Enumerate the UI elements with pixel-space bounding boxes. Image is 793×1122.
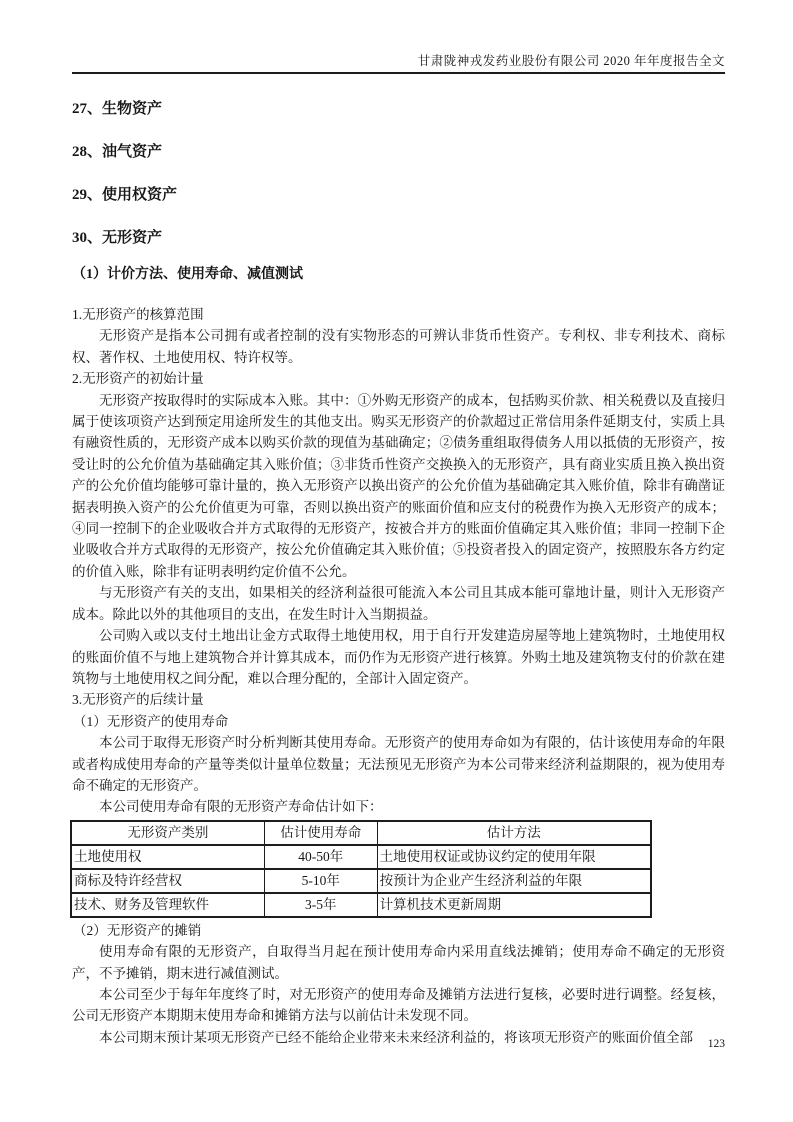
table-header-row (71, 821, 651, 845)
paragraph-useful-life: 本公司于取得无形资产时分析判断其使用寿命。无形资产的使用寿命如为有限的，估计该使用寿命的年限或者构成使用寿命的产量等类似计量单位数量；无法预见无形资产为本公司带来经济利益期限的，视为使用寿命不确定的无形资产。 (72, 735, 725, 793)
table-cell-estimate-method: 计算机技术更新周期 (377, 893, 651, 917)
table-row (71, 893, 651, 917)
paragraph-initial-measurement: 无形资产按取得时的实际成本入账。其中：①外购无形资产的成本，包括购买价款、相关税费以及直接归属于使该项资产达到预定用途所发生的其他支出。购买无形资产的价款超过正常信用条件延期支付，实质上具有融资性质的，无形资产成本以购买价款的现值为基础确定；②债务重组取得债务人用以抵债的无形资产，按受让时的公允价值为基础确定其入账价值；③非货币性资产交换换入的无形资产，具有商业实质且换入换出资产的公允价值均能够可靠计量的，换入无形资产以换出资产的公允价值为基础确定其入账价值，除非有确凿证据表明换入资产的公允价值更为可靠，否则以换出资产的账面价值和应支付的税费作为换入无形资产的成本；④同一控制下的企业吸收合并方式取得的无形资产，按被合并方的账面价值确定其入账价值；非同一控制下企业吸收合并方式取得的无形资产，按公允价值确定其入账价值；⑤投资者投入的固定资产，按照股东各方约定的价值入账，除非有证明表明约定价值不公允。 (72, 392, 725, 579)
paragraph-scope: 无形资产是指本公司拥有或者控制的没有实物形态的可辨认非货币性资产。专利权、非专利技术、商标权、著作权、土地使用权、特许权等。 (72, 328, 725, 365)
table-cell-useful-life: 40-50年 (264, 845, 377, 869)
page-header (72, 0, 725, 74)
paragraph-related-expenditure: 与无形资产有关的支出，如果相关的经济利益很可能流入本公司且其成本能可靠地计量，则计入无形资产成本。除此以外的其他项目的支出，在发生时计入当期损益。 (72, 585, 725, 622)
page-header-title: 甘肃陇神戎发药业股份有限公司 2020 年年度报告全文 (417, 54, 725, 68)
section-heading-28: 28、油气资产 (72, 144, 163, 160)
table-cell-asset-type: 技术、财务及管理软件 (71, 893, 264, 917)
section-heading-29: 29、使用权资产 (72, 187, 178, 203)
subsection-heading-valuation: （1）计价方法、使用寿命、减值测试 (72, 267, 303, 282)
table-cell-estimate-method: 土地使用权证或协议约定的使用年限 (377, 845, 651, 869)
paragraph-amortization: 使用寿命有限的无形资产，自取得当月起在预计使用寿命内采用直线法摊销；使用寿命不确定的无形资产，不予摊销，期末进行减值测试。 (72, 944, 725, 981)
section-heading-27: 27、生物资产 (72, 101, 163, 117)
table-row (71, 869, 651, 893)
paragraph-useful-life-title: （1）无形资产的使用寿命 (73, 713, 229, 729)
useful-life-table (70, 820, 652, 918)
paragraph-amortization-title: （2）无形资产的摊销 (73, 922, 202, 938)
paragraph-land-use-right: 公司购入或以支付土地出让金方式取得土地使用权，用于自行开发建造房屋等地上建筑物时，土地使用权的账面价值不与地上建筑物合并计算其成本，而仍作为无形资产进行核算。外购土地及建筑物支付的价款在建筑物与土地使用权之间分配，难以合理分配的，全部计入固定资产。 (72, 628, 725, 686)
table-cell-asset-type: 土地使用权 (71, 845, 264, 869)
paragraph-scope-title: 1.无形资产的核算范围 (72, 307, 204, 322)
table-cell-useful-life: 3-5年 (264, 893, 377, 917)
paragraph-table-intro: 本公司使用寿命有限的无形资产寿命估计如下： (99, 799, 383, 815)
table-header-useful-life: 估计使用寿命 (264, 821, 377, 845)
table-cell-useful-life: 5-10年 (264, 869, 377, 893)
page-content (72, 0, 725, 1048)
table-header-estimate-method: 估计方法 (377, 821, 651, 845)
table-cell-estimate-method: 按预计为企业产生经济利益的年限 (377, 869, 651, 893)
table-row (71, 845, 651, 869)
page-number: 123 (707, 1038, 725, 1050)
body-text-block (72, 304, 725, 1048)
paragraph-initial-measurement-title: 2.无形资产的初始计量 (72, 371, 204, 387)
section-heading-30: 30、无形资产 (72, 230, 163, 246)
paragraph-annual-review: 本公司至少于每年年度终了时，对无形资产的使用寿命及摊销方法进行复核，必要时进行调整。经复核，公司无形资产本期期末使用寿命和摊销方法与以前估计未发现不同。 (72, 986, 725, 1024)
table-header-asset-type: 无形资产类别 (71, 821, 264, 845)
table-cell-asset-type: 商标及特许经营权 (71, 869, 264, 893)
paragraph-subsequent-measurement-title: 3.无形资产的后续计量 (72, 692, 204, 708)
paragraph-impairment: 本公司期末预计某项无形资产已经不能给企业带来未来经济利益的，将该项无形资产的账面价值全部 (99, 1029, 693, 1045)
